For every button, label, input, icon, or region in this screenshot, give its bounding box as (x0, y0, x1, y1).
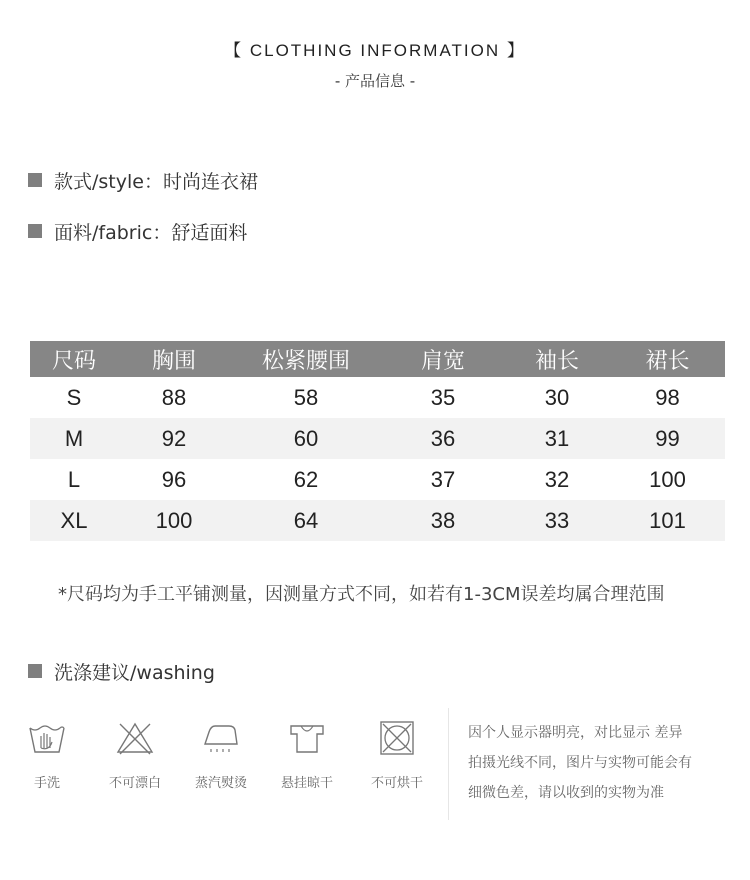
care-title-text: 洗涤建议/washing (54, 661, 215, 684)
table-row (30, 418, 725, 459)
table-cell: 38 (382, 500, 504, 541)
table-cell: 96 (161, 466, 187, 492)
steam-iron-icon (186, 720, 256, 756)
bullet-square-icon (28, 173, 42, 187)
care-section-title (28, 658, 215, 684)
table-cell: L (67, 466, 81, 492)
disclaimer-line: 因个人显示器明亮，对比显示 差异 (468, 725, 683, 741)
disclaimer-line: 拍摄光线不同，图片与实物可能会有 (468, 755, 692, 771)
bullet-square-icon (28, 224, 42, 238)
column-header: 肩宽 (382, 341, 504, 377)
table-cell: 98 (655, 384, 680, 410)
disclaimer-line: 细微色差，请以收到的实物为准 (468, 785, 664, 801)
divider (448, 708, 449, 820)
table-cell: 60 (230, 418, 382, 459)
column-header: 裙长 (610, 341, 725, 377)
column-header: 松紧腰围 (230, 341, 382, 377)
measurement-note: *尺码均为手工平铺测量，因测量方式不同，如若有1-3CM误差均属合理范围 (58, 584, 665, 605)
table-cell: 99 (610, 418, 725, 459)
table-cell: 100 (649, 466, 686, 492)
hand-wash-label: 手洗 (33, 776, 60, 791)
style-value: 时尚连衣裙 (162, 170, 258, 193)
table-cell: 35 (430, 384, 456, 410)
table-row (30, 377, 725, 418)
fabric-label: 面料/fabric： (54, 221, 172, 244)
table-row (30, 459, 725, 500)
style-label: 款式/style： (54, 170, 163, 193)
table-cell: 33 (504, 500, 610, 541)
column-header: 袖长 (504, 341, 610, 377)
table-cell: 62 (293, 466, 319, 492)
column-header: 胸围 (118, 341, 230, 377)
table-cell: M (30, 418, 118, 459)
table-cell: 32 (544, 466, 570, 492)
table-cell: 37 (430, 466, 456, 492)
table-cell: 31 (504, 418, 610, 459)
size-chart-table (30, 341, 725, 541)
table-cell: XL (30, 500, 118, 541)
no-tumble-dry-label: 不可烘干 (370, 776, 423, 791)
section-subtitle: - 产品信息 - (334, 72, 416, 90)
table-cell: 88 (161, 384, 187, 410)
table-cell: 30 (544, 384, 570, 410)
no-bleach-label: 不可漂白 (108, 776, 161, 791)
no-bleach-icon (100, 720, 170, 756)
table-cell: 64 (230, 500, 382, 541)
table-row (30, 500, 725, 541)
fabric-value: 舒适面料 (171, 221, 248, 244)
table-cell: 92 (118, 418, 230, 459)
hand-wash-icon (12, 720, 82, 756)
steam-iron-label: 蒸汽熨烫 (194, 776, 247, 791)
fabric-info (28, 219, 247, 243)
section-title: 【 CLOTHING INFORMATION 】 (224, 41, 526, 60)
table-cell: 101 (610, 500, 725, 541)
hang-dry-icon (272, 720, 342, 756)
table-cell: 36 (382, 418, 504, 459)
table-cell: S (66, 384, 82, 410)
hang-dry-label: 悬挂晾干 (280, 776, 333, 791)
table-cell: 100 (118, 500, 230, 541)
style-info (28, 168, 258, 192)
column-header: 尺码 (30, 341, 118, 377)
no-tumble-dry-icon (362, 720, 432, 756)
bullet-square-icon (28, 664, 42, 678)
table-header-row (30, 341, 725, 377)
table-cell: 58 (293, 384, 319, 410)
